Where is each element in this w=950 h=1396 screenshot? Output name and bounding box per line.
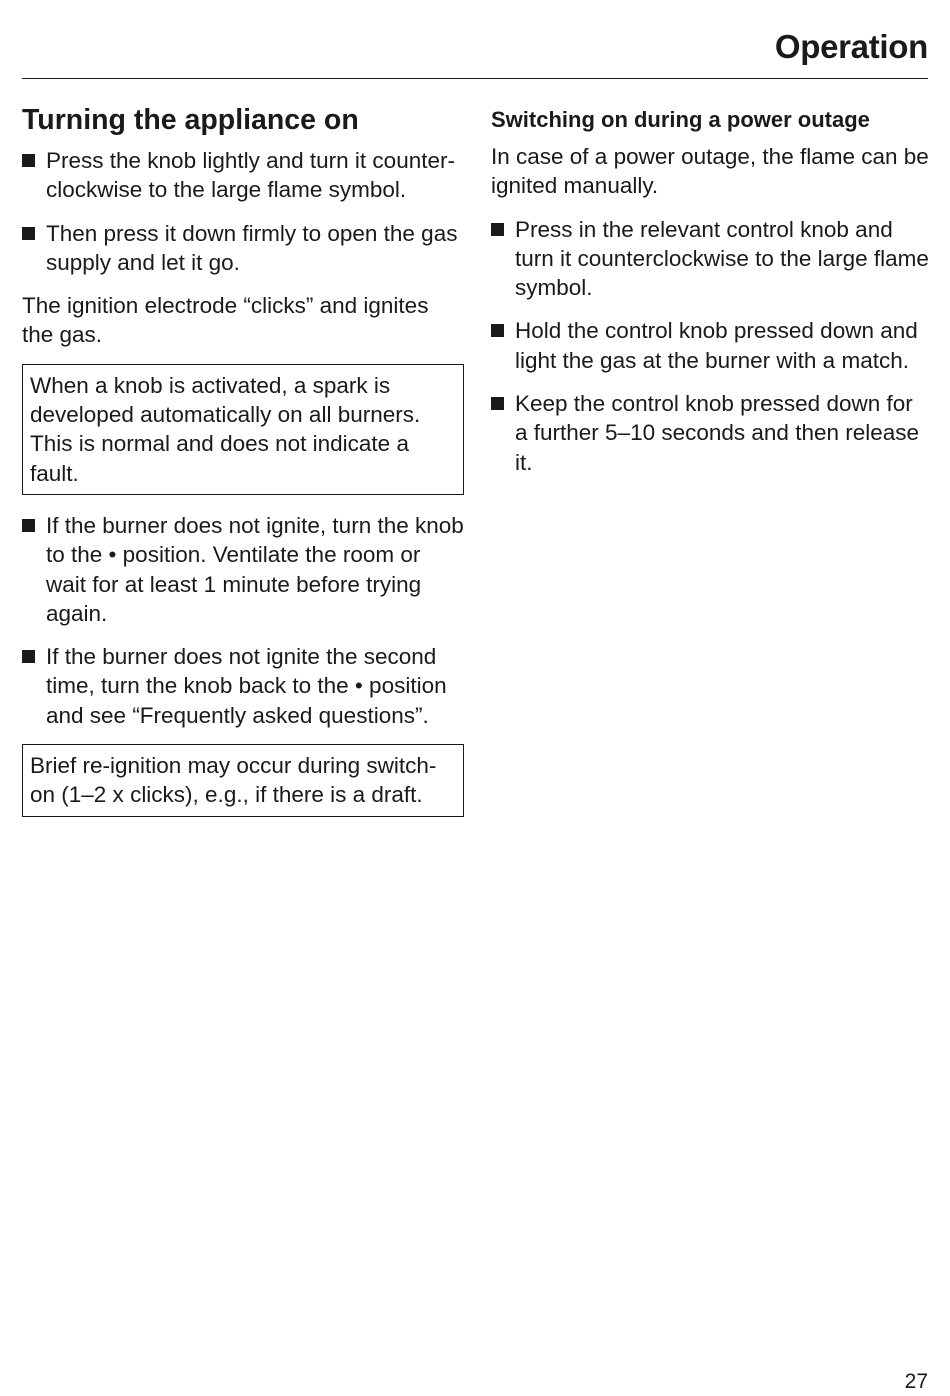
right-column (491, 100, 931, 491)
note-text: Brief re-ignition may occur during switch-on (1–2 x clicks), e.g., if there is a draft. (30, 753, 437, 808)
note-text: When a knob is activated, a spark is developed automatically on all burners. This is normal and does not indicate a fault. (30, 372, 421, 486)
list-item (22, 642, 464, 730)
page-number: 27 (904, 1370, 928, 1393)
list-item (491, 215, 931, 303)
heading-turning-on: Turning the appliance on (22, 104, 359, 136)
list-item-text: Press the knob lightly and turn it counter-clockwise to the large flame symbol. (46, 148, 455, 203)
square-bullet-icon (22, 154, 35, 167)
square-bullet-icon (22, 650, 35, 663)
list-item-text: If the burner does not ignite, turn the knob to the • position. Ventilate the room or wait for at least 1 minute before trying again. (46, 512, 464, 626)
list-item (22, 219, 464, 278)
list-item-text: Then press it down firmly to open the gas supply and let it go. (46, 220, 458, 275)
left-column (22, 100, 464, 833)
list-item-text: If the burner does not ignite the second time, turn the knob back to the • position and see “Frequently asked questions”. (46, 644, 447, 728)
section-title: Operation (774, 28, 928, 65)
list-item-text: Hold the control knob pressed down and light the gas at the burner with a match. (515, 318, 918, 373)
header-divider (22, 78, 928, 79)
note-box-reignition (22, 744, 464, 817)
power-outage-paragraph: In case of a power outage, the flame can be ignited manually. (491, 144, 929, 199)
list-item (491, 389, 931, 477)
list-item (22, 146, 464, 205)
square-bullet-icon (22, 227, 35, 240)
note-box-spark (22, 364, 464, 495)
square-bullet-icon (491, 223, 504, 236)
ignition-paragraph: The ignition electrode “clicks” and ignites the gas. (22, 293, 429, 348)
list-item (22, 511, 464, 628)
list-item-text: Keep the control knob pressed down for a further 5–10 seconds and then release it. (515, 391, 920, 475)
square-bullet-icon (491, 397, 504, 410)
list-item (491, 316, 931, 375)
square-bullet-icon (491, 324, 504, 337)
square-bullet-icon (22, 519, 35, 532)
list-item-text: Press in the relevant control knob and turn it counterclockwise to the large flame symbol. (515, 216, 929, 301)
heading-power-outage: Switching on during a power outage (491, 107, 870, 132)
